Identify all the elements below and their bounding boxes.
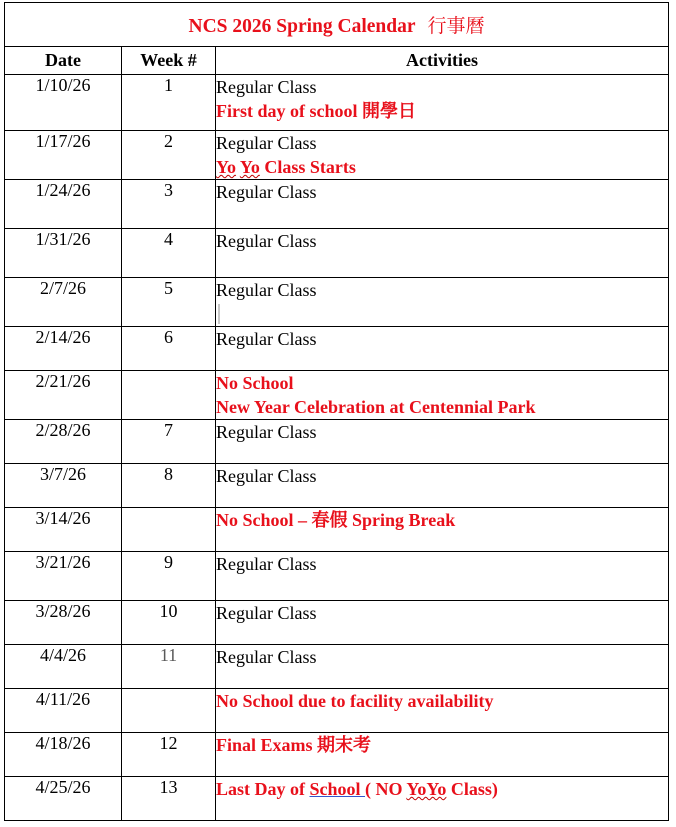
activity-cell bbox=[216, 420, 669, 464]
last-day-school: School bbox=[309, 779, 366, 799]
activity-cell bbox=[216, 229, 669, 278]
table-row bbox=[5, 508, 669, 552]
activity-line: Regular Class bbox=[216, 280, 317, 300]
activity-line: Regular Class bbox=[216, 77, 317, 97]
activity-cell bbox=[216, 777, 669, 821]
date-cell: 3/28/26 bbox=[5, 601, 122, 645]
column-header-date: Date bbox=[5, 47, 122, 75]
date-cell: 4/11/26 bbox=[5, 689, 122, 733]
last-day-mid: ( NO bbox=[365, 779, 407, 799]
table-row bbox=[5, 180, 669, 229]
table-row bbox=[5, 420, 669, 464]
table-row bbox=[5, 733, 669, 777]
activity-line bbox=[216, 155, 668, 179]
date-cell: 1/17/26 bbox=[5, 131, 122, 180]
activity-cell bbox=[216, 180, 669, 229]
activity-cell bbox=[216, 327, 669, 371]
activity-cell bbox=[216, 131, 669, 180]
activity-line: Regular Class bbox=[216, 603, 317, 623]
week-cell bbox=[122, 371, 216, 420]
title-chinese: 行事曆 bbox=[427, 15, 485, 37]
activity-cell bbox=[216, 552, 669, 601]
table-row bbox=[5, 371, 669, 420]
activity-line bbox=[216, 777, 668, 801]
date-cell: 2/21/26 bbox=[5, 371, 122, 420]
table-row bbox=[5, 777, 669, 821]
date-cell: 4/25/26 bbox=[5, 777, 122, 821]
activity-cell bbox=[216, 371, 669, 420]
date-cell: 3/21/26 bbox=[5, 552, 122, 601]
table-row bbox=[5, 645, 669, 689]
date-cell: 3/7/26 bbox=[5, 464, 122, 508]
activity-cell bbox=[216, 601, 669, 645]
week-cell: 7 bbox=[122, 420, 216, 464]
activity-line: Regular Class bbox=[216, 647, 317, 667]
calendar-title bbox=[5, 3, 669, 47]
activity-line: Regular Class bbox=[216, 133, 317, 153]
activity-cell bbox=[216, 508, 669, 552]
week-cell: 4 bbox=[122, 229, 216, 278]
week-cell: 8 bbox=[122, 464, 216, 508]
date-cell: 4/18/26 bbox=[5, 733, 122, 777]
yoyo-rest: Class Starts bbox=[259, 157, 356, 177]
activity-line: Regular Class bbox=[216, 422, 317, 442]
yoyo-word: Yo bbox=[216, 157, 237, 177]
last-day-yoyo: YoYo bbox=[406, 779, 447, 799]
week-cell bbox=[122, 508, 216, 552]
week-cell: 3 bbox=[122, 180, 216, 229]
week-cell bbox=[122, 645, 216, 689]
date-cell: 2/7/26 bbox=[5, 278, 122, 327]
yoyo-word: Yo bbox=[239, 157, 260, 177]
date-cell: 4/4/26 bbox=[5, 645, 122, 689]
table-row bbox=[5, 601, 669, 645]
activity-line: New Year Celebration at Centennial Park bbox=[216, 397, 536, 417]
week-cell: 10 bbox=[122, 601, 216, 645]
week-cell: 6 bbox=[122, 327, 216, 371]
header-row bbox=[5, 47, 669, 75]
table-row bbox=[5, 464, 669, 508]
table-row bbox=[5, 689, 669, 733]
week-number: 11 bbox=[159, 645, 178, 665]
text-cursor-line bbox=[216, 302, 668, 326]
activity-line: No School – 春假 Spring Break bbox=[216, 510, 456, 530]
title-text: NCS 2026 Spring Calendar bbox=[188, 16, 416, 37]
title-row bbox=[5, 3, 669, 47]
week-cell: 9 bbox=[122, 552, 216, 601]
activity-line: Final Exams 期末考 bbox=[216, 735, 372, 755]
table-row bbox=[5, 278, 669, 327]
calendar-table bbox=[4, 2, 669, 821]
activity-cell bbox=[216, 278, 669, 327]
table-row bbox=[5, 229, 669, 278]
week-cell: 2 bbox=[122, 131, 216, 180]
activity-cell bbox=[216, 733, 669, 777]
activity-line: Regular Class bbox=[216, 329, 317, 349]
activity-cell bbox=[216, 75, 669, 131]
date-cell: 1/31/26 bbox=[5, 229, 122, 278]
week-cell bbox=[122, 689, 216, 733]
column-header-activities: Activities bbox=[216, 47, 669, 75]
date-cell: 1/24/26 bbox=[5, 180, 122, 229]
week-cell: 13 bbox=[122, 777, 216, 821]
week-cell: 1 bbox=[122, 75, 216, 131]
date-cell: 3/14/26 bbox=[5, 508, 122, 552]
table-row bbox=[5, 131, 669, 180]
activity-line: No School due to facility availability bbox=[216, 691, 494, 711]
table-row bbox=[5, 552, 669, 601]
activity-cell bbox=[216, 645, 669, 689]
last-day-suffix: Class) bbox=[446, 779, 498, 799]
week-cell: 12 bbox=[122, 733, 216, 777]
date-cell: 2/28/26 bbox=[5, 420, 122, 464]
date-cell: 1/10/26 bbox=[5, 75, 122, 131]
text-cursor-icon bbox=[218, 304, 220, 324]
table-row bbox=[5, 75, 669, 131]
column-header-week: Week # bbox=[122, 47, 216, 75]
activity-line: First day of school 開學日 bbox=[216, 101, 416, 121]
date-cell: 2/14/26 bbox=[5, 327, 122, 371]
week-cell: 5 bbox=[122, 278, 216, 327]
activity-cell bbox=[216, 464, 669, 508]
table-row bbox=[5, 327, 669, 371]
activity-line: Regular Class bbox=[216, 231, 317, 251]
last-day-prefix: Last Day of bbox=[216, 779, 310, 799]
activity-line: Regular Class bbox=[216, 182, 317, 202]
activity-line: Regular Class bbox=[216, 554, 317, 574]
activity-cell bbox=[216, 689, 669, 733]
activity-line: No School bbox=[216, 373, 294, 393]
activity-line: Regular Class bbox=[216, 466, 317, 486]
